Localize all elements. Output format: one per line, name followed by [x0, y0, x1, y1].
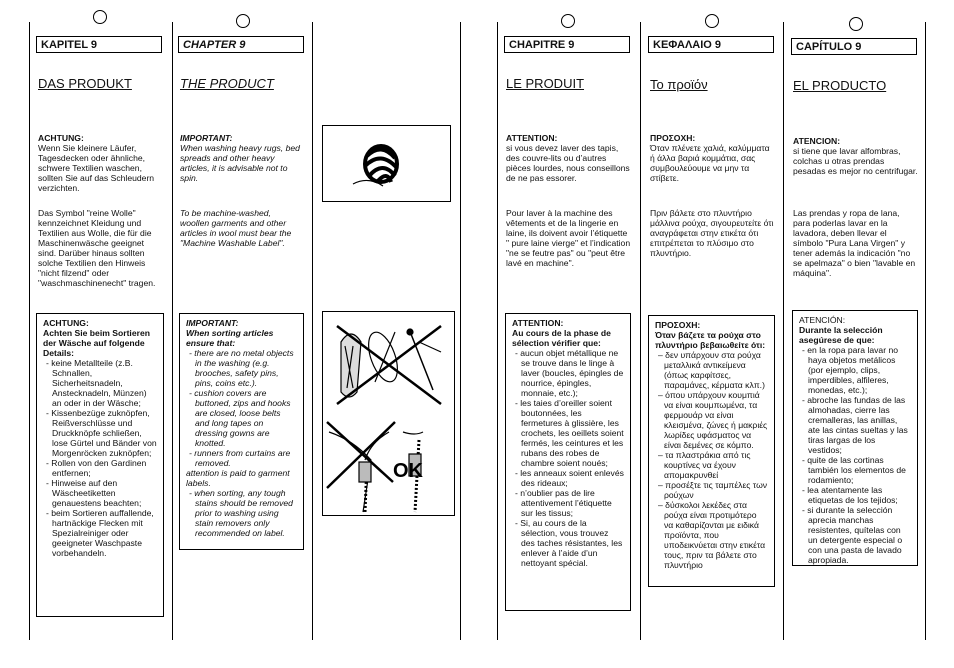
wool-text-fr: Pour laver à la machine des vêtements et de la lingerie en laine, ils doivent avoir l’étiquette " pure laine vierge" et l’indication "ne se feutre pas" ou "peut être lavé en machine".	[506, 208, 631, 268]
page-marker-circle	[705, 14, 719, 28]
box-list-fr	[512, 348, 624, 568]
column-divider	[640, 22, 641, 640]
list-item: – δεν υπάρχουν στα ρούχα μεταλλικά αντικείμενα (όπως καρφίτσες, παραμάνες, κέρματα κλπ.)	[658, 350, 765, 390]
sorting-box-gr	[648, 315, 775, 587]
box-list-en-cont	[186, 488, 297, 538]
warning-en	[180, 133, 306, 183]
warning-text-gr: Όταν πλένετε χαλιά, καλύμματα ή άλλα βαριά κομμάτια, σας συμβουλεύουμε να μην τα στίβετε.	[650, 143, 770, 183]
list-item: - si durante la selección aprecia manchas resistentes, quítelas con un detergente especial o con una pasta de lavado apropiada.	[802, 505, 903, 565]
list-item: - beim Sortieren auffallende, hartnäckige Flecken mit Spezialreiniger oder geeigneter Waschpaste vorbehandeln.	[46, 508, 154, 558]
warning-text-fr: si vous devez laver des tapis, des couvre-lits ou d’autres pièces lourdes, nous conseillons de ne pas essorer.	[506, 143, 630, 183]
wool-ball-icon	[323, 126, 450, 201]
chapter-header-de: KAPITEL 9	[36, 36, 162, 53]
list-item: – όπου υπάρχουν κουμπιά να είναι κουμπωμένα, τα φερμουάρ να είναι κλεισμένα, ζώνες ή μακριές λωρίδες υφάσματος να είναι δεμένες σε κόμπο.	[658, 390, 768, 450]
wool-text-de: Das Symbol "reine Wolle" kennzeichnet Kleidung und Textilien aus Wolle, die für die Maschinenwäsche geeignet sind. Darüber hinaus sollten solche Textilien den Hinweis "nicht filzend" oder "waschmaschinenecht" tragen.	[38, 208, 156, 288]
wool-text-gr: Πριν βάλετε στο πλυντήριο μάλλινα ρούχα, σιγουρευτείτε ότι αναγράφεται στην ετικέτα ότι επιτρέπεται το πλύσιμο στο πλυντήριο.	[650, 208, 774, 258]
wool-text-en: To be machine-washed, woollen garments and other articles in wool must bear the "Machine Washable Label".	[180, 208, 292, 248]
box-label-en: IMPORTANT:	[186, 318, 239, 328]
page-marker-circle	[236, 14, 250, 28]
page-marker-circle	[561, 14, 575, 28]
warning-label-gr: ΠΡΟΣΟΧΗ:	[650, 133, 696, 143]
list-item: - Kissenbezüge zuknöpfen, Reißverschlüsse und Druckknöpfe schließen, lose Gürtel und Bänder von Morgenröcken zuknöpfen;	[46, 408, 157, 458]
page-marker-circle	[93, 10, 107, 24]
list-item: - Si, au cours de la sélection, vous trouvez des taches résistantes, les enlever à l’aide d’un nettoyant spécial.	[515, 518, 623, 568]
column-divider	[172, 22, 173, 640]
box-label-fr: ATTENTION:	[512, 318, 564, 328]
wool-symbol-frame	[322, 125, 451, 202]
sorting-box-de	[36, 313, 164, 617]
box-label-es: ATENCIÓN:	[799, 315, 846, 325]
chapter-header-en: CHAPTER 9	[178, 36, 304, 53]
box-heading-en: When sorting articles ensure that:	[186, 328, 274, 348]
list-item: - quite de las cortinas también los elementos de rodamiento;	[802, 455, 906, 485]
sorting-illustration-frame	[322, 311, 455, 516]
chapter-header-es: CAPÍTULO 9	[791, 38, 917, 55]
box-label-gr: ΠΡΟΣΟΧΗ:	[655, 320, 701, 330]
column-divider	[925, 22, 926, 640]
warning-de	[38, 133, 164, 193]
section-title-de: DAS PRODUKT	[38, 76, 132, 91]
list-item: - Hinweise auf den Wäscheetiketten genauestens beachten;	[46, 478, 142, 508]
box-heading-fr: Au cours de la phase de sélection vérifier que:	[512, 328, 611, 348]
list-item: – προσέξτε τις ταμπέλες των ρούχων	[658, 480, 768, 500]
warning-text-en: When washing heavy rugs, bed spreads and other heavy articles, it is advisable not to spin.	[180, 143, 300, 183]
sorting-illustration	[323, 312, 454, 515]
list-item: - cushion covers are buttoned, zips and hooks are closed, loose belts and long tapes on dressing gowns are knotted.	[189, 388, 291, 448]
section-title-fr: LE PRODUIT	[506, 76, 585, 91]
list-item: - runners from curtains are removed.	[189, 448, 291, 468]
warning-label-de: ACHTUNG:	[38, 133, 84, 143]
warning-text-es: si tiene que lavar alfombras, colchas u otras prendas pesadas es mejor no centrifugar.	[793, 146, 918, 176]
list-item: - keine Metallteile (z.B. Schnallen, Sicherheitsnadeln, Anstecknadeln, Münzen) an oder in der Wäsche;	[46, 358, 147, 408]
ok-label: OK	[393, 460, 423, 482]
column-divider	[497, 22, 498, 640]
list-item: - Rollen von den Gardinen entfernen;	[46, 458, 147, 478]
box-list-es	[799, 345, 911, 565]
warning-text-de: Wenn Sie kleinere Läufer, Tagesdecken oder ähnliche, schwere Textilien waschen, sollten Sie auf das Schleudern verzichten.	[38, 143, 155, 193]
sorting-box-en	[179, 313, 304, 550]
list-item: - les anneaux soient enlevés des rideaux;	[515, 468, 624, 488]
list-item: - abroche las fundas de las almohadas, cierre las cremalleras, las anillas, ate las cintas sueltas y las tiras largas de los vestidos;	[802, 395, 908, 455]
column-divider	[783, 22, 784, 640]
list-item: – δύσκολοι λεκέδες στα ρούχα είναι προτιμότερο να καθαρίζονται με ειδικά προϊόντα, που υποδεικνύεται στην ετικέτα τους, πριν τα βάλετε στο πλυντήριο	[658, 500, 766, 570]
column-divider	[312, 22, 313, 640]
column-divider	[460, 22, 461, 640]
list-item: - aucun objet métallique ne se trouve dans le linge à laver (boucles, épingles de nourrice, épingles, monnaie, etc.);	[515, 348, 624, 398]
box-note-en: attention is paid to garment labels.	[186, 468, 290, 488]
box-heading-de: Achten Sie beim Sortieren der Wäsche auf folgende Details:	[43, 328, 150, 358]
chapter-header-fr: CHAPITRE 9	[504, 36, 630, 53]
section-title-gr: Το προϊόν	[650, 77, 708, 92]
list-item: - when sorting, any tough stains should be removed prior to washing using stain removers only recommended on label.	[189, 488, 293, 538]
box-list-de	[43, 358, 157, 558]
warning-es	[793, 136, 919, 176]
list-item: - les taies d’oreiller soient boutonnées, les fermetures à glissière, les crochets, les oeillets soient fermés, les ceintures et les rubans des robes de chambre soient noués;	[515, 398, 624, 468]
warning-fr	[506, 133, 632, 183]
list-item: - en la ropa para lavar no haya objetos metálicos (por ejemplo, clips, imperdibles, alfileres, monedas, etc.);	[802, 345, 899, 395]
sorting-box-fr	[505, 313, 631, 611]
wool-text-es: Las prendas y ropa de lana, para poderlas lavar en la lavadora, deben llevar el símbolo "Pura Lana Virgen" y tener además la indicación "no se apelmaza" o bien "lavable en máquina".	[793, 208, 916, 278]
chapter-header-gr: ΚΕΦΑΛΑΙΟ 9	[648, 36, 774, 53]
list-item: - n’oublier pas de lire attentivement l’étiquette sur les tissus;	[515, 488, 612, 518]
warning-gr	[650, 133, 776, 183]
list-item: - lea atentamente las etiquetas de los tejidos;	[802, 485, 898, 505]
list-item: – τα πλαστράκια από τις κουρτίνες να έχουν απομακρυνθεί	[658, 450, 751, 480]
warning-label-en: IMPORTANT:	[180, 133, 233, 143]
page-marker-circle	[849, 17, 863, 31]
column-divider	[29, 22, 30, 640]
box-heading-es: Durante la selección asegúrese de que:	[799, 325, 883, 345]
box-label-de: ACHTUNG:	[43, 318, 89, 328]
list-item: - there are no metal objects in the washing (e.g. brooches, safety pins, pins, coins etc.).	[189, 348, 294, 388]
sorting-box-es	[792, 310, 918, 566]
section-title-es: EL PRODUCTO	[793, 78, 887, 93]
box-heading-gr: Όταν βάζετε τα ρούχα στο πλυντήριο βεβαιωθείτε ότι:	[655, 330, 766, 350]
box-list-gr	[655, 350, 768, 570]
box-list-en	[186, 348, 297, 468]
warning-label-es: ATENCION:	[793, 136, 841, 146]
section-title-en: THE PRODUCT	[180, 76, 274, 91]
warning-label-fr: ATTENTION:	[506, 133, 558, 143]
